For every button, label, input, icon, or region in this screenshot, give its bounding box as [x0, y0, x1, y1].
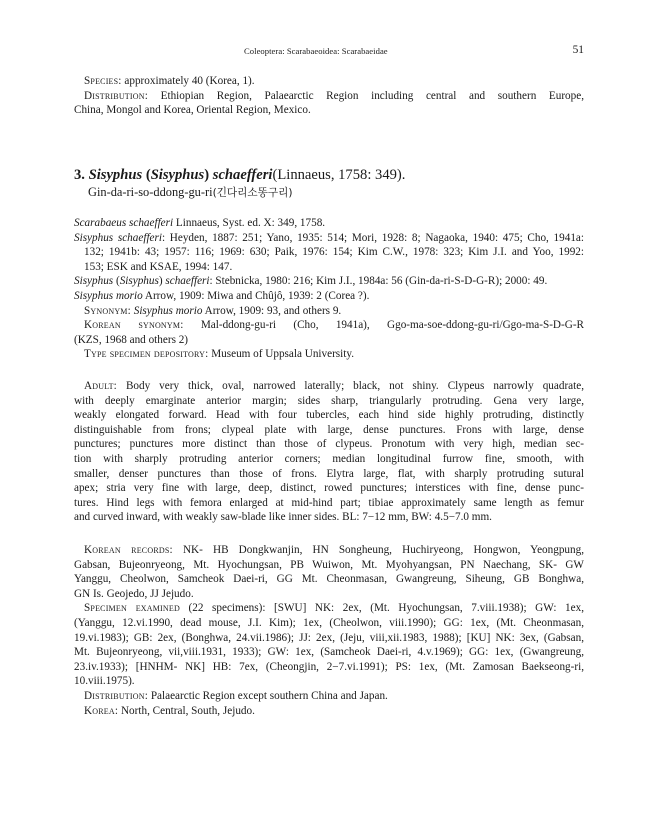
- synonym-name: Sisyphus morio: [133, 304, 203, 317]
- synonym-citation: : Heyden, 1887: 251; Yano, 1935: 514; Mori, 1928: 8; Nagaoka, 1940: 475; Cho, 1941a:: [161, 231, 584, 244]
- korean-records-label: Korean records:: [84, 544, 173, 556]
- distribution-line-2: China, Mongol and Korea, Oriental Region, Mexico.: [74, 104, 311, 117]
- synonymy-line-4: 153; ESK and KSAE, 1994: 147.: [84, 260, 233, 273]
- subgenus-name: (Sisyphus): [145, 167, 210, 183]
- species-heading: [74, 166, 584, 202]
- distribution-label: Distribution:: [84, 689, 149, 702]
- specimens-line-4: Mt. Bujeonryeong, vii,viii.1931, 1933); GW: 1ex, (Samcheok Daei-ri, 4.v.1969); GG: 1ex, (Gwangreung,: [74, 646, 584, 659]
- synonym-citation: Linnaeus, Syst. ed. X: 349, 1758.: [175, 217, 326, 229]
- adult-line-2: with deeply emarginate anterior margin; sides sharp, triangularly protruding. Gena very large,: [74, 394, 584, 407]
- synonym-epithet: schaefferi: [165, 275, 210, 288]
- adult-label: Adult:: [84, 380, 117, 392]
- adult-line-6: tion with sharply protruding anterior corners; median longitudinal furrow fine, smooth, with: [74, 452, 584, 465]
- synonymy-block: [74, 216, 584, 362]
- synonym-line: [74, 304, 584, 319]
- type-depository-line: [74, 347, 584, 362]
- korea-text: North, Central, South, Jejudo.: [120, 704, 255, 717]
- species-title: [74, 166, 584, 184]
- running-title: Coleoptera: Scarabaeoidea: Scarabaeidae: [244, 46, 388, 56]
- korean-name-line: [74, 184, 584, 202]
- synonymy-line-5: Sisyphus (Sisyphus) schaefferi: Stebnicka, 1980: 216; Kim J.I., 1984a: 56 (Gin-da-ri-S-D-G-R); 2000: 49.: [74, 275, 548, 288]
- korean-synonym-label: Korean synonym:: [84, 319, 184, 332]
- korean-records-line-3: Yanggu, Cheolwon, Samcheok Daei-ri, GG Mt. Cheonmasan, Gwangreung, Siheung, GB Bonghwa,: [74, 573, 584, 586]
- species-text: approximately 40 (Korea, 1).: [124, 75, 255, 87]
- species-epithet: schaefferi: [212, 167, 273, 183]
- distribution-final-line: [74, 689, 584, 704]
- type-depository-label: Type specimen depository:: [84, 348, 209, 361]
- synonymy-line-3: 132; 1941b: 43; 1957: 116; 1969: 630; Paik, 1976: 154; Kim C.W., 1978: 323; Kim J.I. and Yoo, 1992:: [84, 246, 584, 259]
- synonym-name: Sisyphus: [74, 275, 114, 288]
- page-number: 51: [572, 44, 584, 56]
- adult-line-10: and curved inward, with weakly saw-blade like inner sides. BL: 7−12 mm, BW: 4.5−7.0 mm.: [74, 511, 492, 524]
- adult-line-9: tures. Hind legs with femora enlarged at mid-hind part; tibiae approximately same length as femur: [74, 496, 584, 509]
- romanized-name: Gin-da-ri-so-ddong-gu-ri: [88, 185, 213, 199]
- specimens-line-5: 23.iv.1933); [HNHM- NK] HB: 7ex, (Cheongjin, 2−7.vi.1991); PS: 1ex, (Mt. Zamosan Baekseong-ri,: [74, 660, 584, 673]
- synonymy-line-6: [74, 289, 584, 304]
- synonym-name: Scarabaeus schaefferi: [74, 217, 174, 229]
- synonym-citation: Arrow, 1909: 93, and others 9.: [204, 304, 342, 317]
- subgenus-inner: Sisyphus: [150, 167, 205, 183]
- running-head: [74, 44, 584, 58]
- genus-name: Sisyphus: [88, 167, 143, 183]
- korea-line: [74, 704, 584, 719]
- adult-line-8: apex; stria very fine with large, deep, distinct, rowed punctures; interstices with fine, dense punc-: [74, 482, 584, 495]
- korean-records-text: NK- HB Dongkwanjin, HN Songheung, Huchiryeong, Hongwon, Yeongpung,: [182, 544, 585, 556]
- adult-line-5: punctures; punctures more distinct than those of clypeus. Pronotum with very high, median sec-: [74, 438, 584, 451]
- adult-line-4: distinguishable from frons; clypeal plate with large, dense punctures. Frons with large, dense: [74, 423, 584, 436]
- specimens-line: [74, 601, 584, 616]
- specimens-text: (22 specimens): [SWU] NK: 2ex, (Mt. Hyochungsan, 7.viii.1938); GW: 1ex,: [188, 602, 585, 615]
- distribution-label: Distribution:: [84, 89, 149, 102]
- specimens-label: Specimen examined: [84, 602, 180, 615]
- korean-synonym-line: [74, 318, 584, 333]
- synonymy-line-1: [74, 216, 584, 231]
- adult-line-1: [74, 379, 584, 394]
- korea-label: Korea:: [84, 704, 119, 717]
- adult-line-7: smaller, denser punctures than those of frons. Elytra large, flat, with sharply protruding sutural: [74, 467, 584, 480]
- adult-line-3: weakly elongated forward. Head with four tubercles, each hind side highly protruding, distinctly: [74, 409, 584, 422]
- distribution-text: Ethiopian Region, Palaearctic Region including central and southern Europe,: [160, 89, 585, 102]
- species-line: [74, 74, 584, 89]
- species-label: Species:: [84, 75, 122, 87]
- records-block: [74, 543, 584, 718]
- specimens-line-3: 19.vi.1983); GB: 2ex, (Bonghwa, 24.vii.1986); JJ: 2ex, (Jeju, viii,xii.1983, 1988); [KU] NK: 3ex, (Gabsan,: [74, 631, 584, 644]
- distribution-text: Palaearctic Region except southern China and Japan.: [150, 689, 388, 702]
- korean-synonym-line-2: (KZS, 1968 and others 2): [74, 333, 189, 346]
- synonym-name: Sisyphus schaefferi: [74, 231, 162, 244]
- synonymy-line-2: [74, 231, 584, 246]
- species-authority: (Linnaeus, 1758: 349).: [272, 167, 406, 183]
- synonym-name: Sisyphus morio: [74, 289, 143, 302]
- distribution-line: [74, 89, 584, 104]
- specimens-line-6: 10.viii.1975).: [74, 675, 135, 688]
- synonym-label: Synonym:: [84, 304, 131, 317]
- synonym-citation: Arrow, 1909: Miwa and Chûjô, 1939: 2 (Corea ?).: [144, 289, 370, 302]
- adult-text: Body very thick, oval, narrowed laterally; black, not shiny. Clypeus narrowly quadrate,: [125, 380, 585, 392]
- specimens-line-2: (Yanggu, 12.vi.1990, dead mouse, J.I. Kim); 1ex, (Cheolwon, viii.1990); GG: 1ex, (Mt. Cheonmasan,: [74, 616, 584, 629]
- synonym-subgenus: Sisyphus: [119, 275, 159, 288]
- type-depository-text: Museum of Uppsala University.: [211, 348, 355, 361]
- korean-synonym-text: Mal-ddong-gu-ri (Cho, 1941a), Ggo-ma-soe-ddong-gu-ri/Ggo-ma-S-D-G-R: [200, 319, 585, 332]
- synonym-citation: : Stebnicka, 1980: 216; Kim J.I., 1984a: 56 (Gin-da-ri-S-D-G-R); 2000: 49.: [209, 275, 548, 288]
- korean-records-line: [74, 543, 584, 558]
- intro-block: [74, 74, 584, 118]
- korean-name: (긴다리소똥구리): [212, 187, 293, 199]
- adult-description: [74, 379, 584, 525]
- species-number: 3.: [74, 167, 85, 183]
- korean-records-line-4: GN Is. Geojedo, JJ Jejudo.: [74, 587, 194, 600]
- korean-records-line-2: Gabsan, Bujeonryeong, Mt. Hyochungsan, PB Wuiwon, Mt. Myohyangsan, PN Naechang, SK- GW: [74, 558, 584, 571]
